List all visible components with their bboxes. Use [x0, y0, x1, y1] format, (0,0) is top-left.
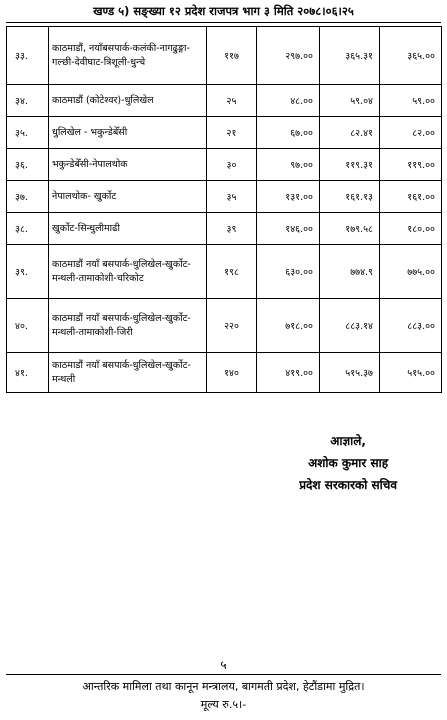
route: नेपालथोक- खुर्कोट: [49, 181, 207, 213]
distance: ३५: [207, 181, 257, 213]
serial-number: ३३.: [7, 27, 49, 85]
fare-col-3: १६१.००: [380, 181, 442, 213]
table-row: [7, 181, 442, 213]
route: काठमाडौं नयाँ बसपार्क-धुलिखेल-खुर्कोट-मन्थली: [49, 353, 207, 393]
fare-col-2: ५१५.३७: [320, 353, 380, 393]
serial-number: ३५.: [7, 117, 49, 149]
fare-col-1: ६३०.००: [257, 245, 320, 299]
signature-block: [299, 430, 397, 496]
route: भकुन्डेबेँसी-नेपालथोक: [49, 149, 207, 181]
distance: १९८: [207, 245, 257, 299]
table-row: [7, 149, 442, 181]
fare-col-3: ५१५.००: [380, 353, 442, 393]
fare-col-2: १६१.१३: [320, 181, 380, 213]
fare-col-3: ३६५.००: [380, 27, 442, 85]
fare-col-1: ९७.००: [257, 149, 320, 181]
distance: ११७: [207, 27, 257, 85]
fare-col-2: ८२.४१: [320, 117, 380, 149]
table-row: [7, 117, 442, 149]
table-row: [7, 245, 442, 299]
route: धुलिखेल - भकुन्डेबेँसी: [49, 117, 207, 149]
serial-number: ३४.: [7, 85, 49, 117]
header-rule: [6, 22, 441, 23]
route: खुर्कोट-सिन्धुलीमाढी: [49, 213, 207, 245]
fare-col-2: ७७४.९: [320, 245, 380, 299]
fare-col-1: २९७.००: [257, 27, 320, 85]
table-row: [7, 299, 442, 353]
fare-col-2: ३६५.३१: [320, 27, 380, 85]
fare-col-3: ७७५.००: [380, 245, 442, 299]
gazette-header: खण्ड ५) सङ्ख्या १२ प्रदेश राजपत्र भाग ३ मिति २०७८।०६।२५: [93, 4, 354, 18]
distance: २५: [207, 85, 257, 117]
table-row: [7, 85, 442, 117]
table-row: [7, 213, 442, 245]
route: काठमाडौं नयाँ बसपार्क-धुलिखेल-खुर्कोट-मन्थली-तामाकोशी-चरिकोट: [49, 245, 207, 299]
footer-rule: [6, 674, 441, 675]
signatory-title: प्रदेश सरकारको सचिव: [299, 478, 397, 492]
distance: १४०: [207, 353, 257, 393]
fare-col-1: ४१९.००: [257, 353, 320, 393]
fare-col-1: १४६.००: [257, 213, 320, 245]
fare-col-2: ११९.३१: [320, 149, 380, 181]
fare-col-2: १७९.५८: [320, 213, 380, 245]
fare-col-1: ४८.००: [257, 85, 320, 117]
serial-number: ३६.: [7, 149, 49, 181]
signatory-name: अशोक कुमार साह: [308, 456, 389, 470]
fare-col-3: ८८३.००: [380, 299, 442, 353]
fare-col-3: ५९.००: [380, 85, 442, 117]
page-number: ५: [220, 658, 227, 672]
distance: २१: [207, 117, 257, 149]
serial-number: ४१.: [7, 353, 49, 393]
serial-number: ३९.: [7, 245, 49, 299]
serial-number: ३७.: [7, 181, 49, 213]
route: काठमाडौं (कोटेश्वर)-धुलिखेल: [49, 85, 207, 117]
fare-col-3: ८२.००: [380, 117, 442, 149]
distance: ३९: [207, 213, 257, 245]
fare-col-1: ७१८.००: [257, 299, 320, 353]
route: काठमाडौं नयाँ बसपार्क-धुलिखेल-खुर्कोट-मन्थली-तामाकोशी-जिरी: [49, 299, 207, 353]
route: काठमाडौं, नयाँबसपार्क-कलंकी-नागढुङ्गा-गल्छी-देवीघाट-त्रिशूली-धुन्चे: [49, 27, 207, 85]
distance: ३०: [207, 149, 257, 181]
table-row: [7, 353, 442, 393]
fare-col-3: १८०.००: [380, 213, 442, 245]
fare-table: [6, 26, 442, 393]
publisher-line: आन्तरिक मामिला तथा कानून मन्त्रालय, बागमती प्रदेश, हेटौंडामा मुद्रित।: [82, 680, 365, 693]
fare-col-3: ११९.००: [380, 149, 442, 181]
distance: २२०: [207, 299, 257, 353]
serial-number: ३८.: [7, 213, 49, 245]
fare-col-2: ८८३.१४: [320, 299, 380, 353]
signature-line-order: आज्ञाले,: [330, 434, 366, 448]
fare-col-1: १३१.००: [257, 181, 320, 213]
table-row: [7, 27, 442, 85]
fare-col-1: ६७.००: [257, 117, 320, 149]
serial-number: ४०.: [7, 299, 49, 353]
fare-col-2: ५९.०४: [320, 85, 380, 117]
price-line: मूल्य रु.५।-: [200, 698, 247, 711]
